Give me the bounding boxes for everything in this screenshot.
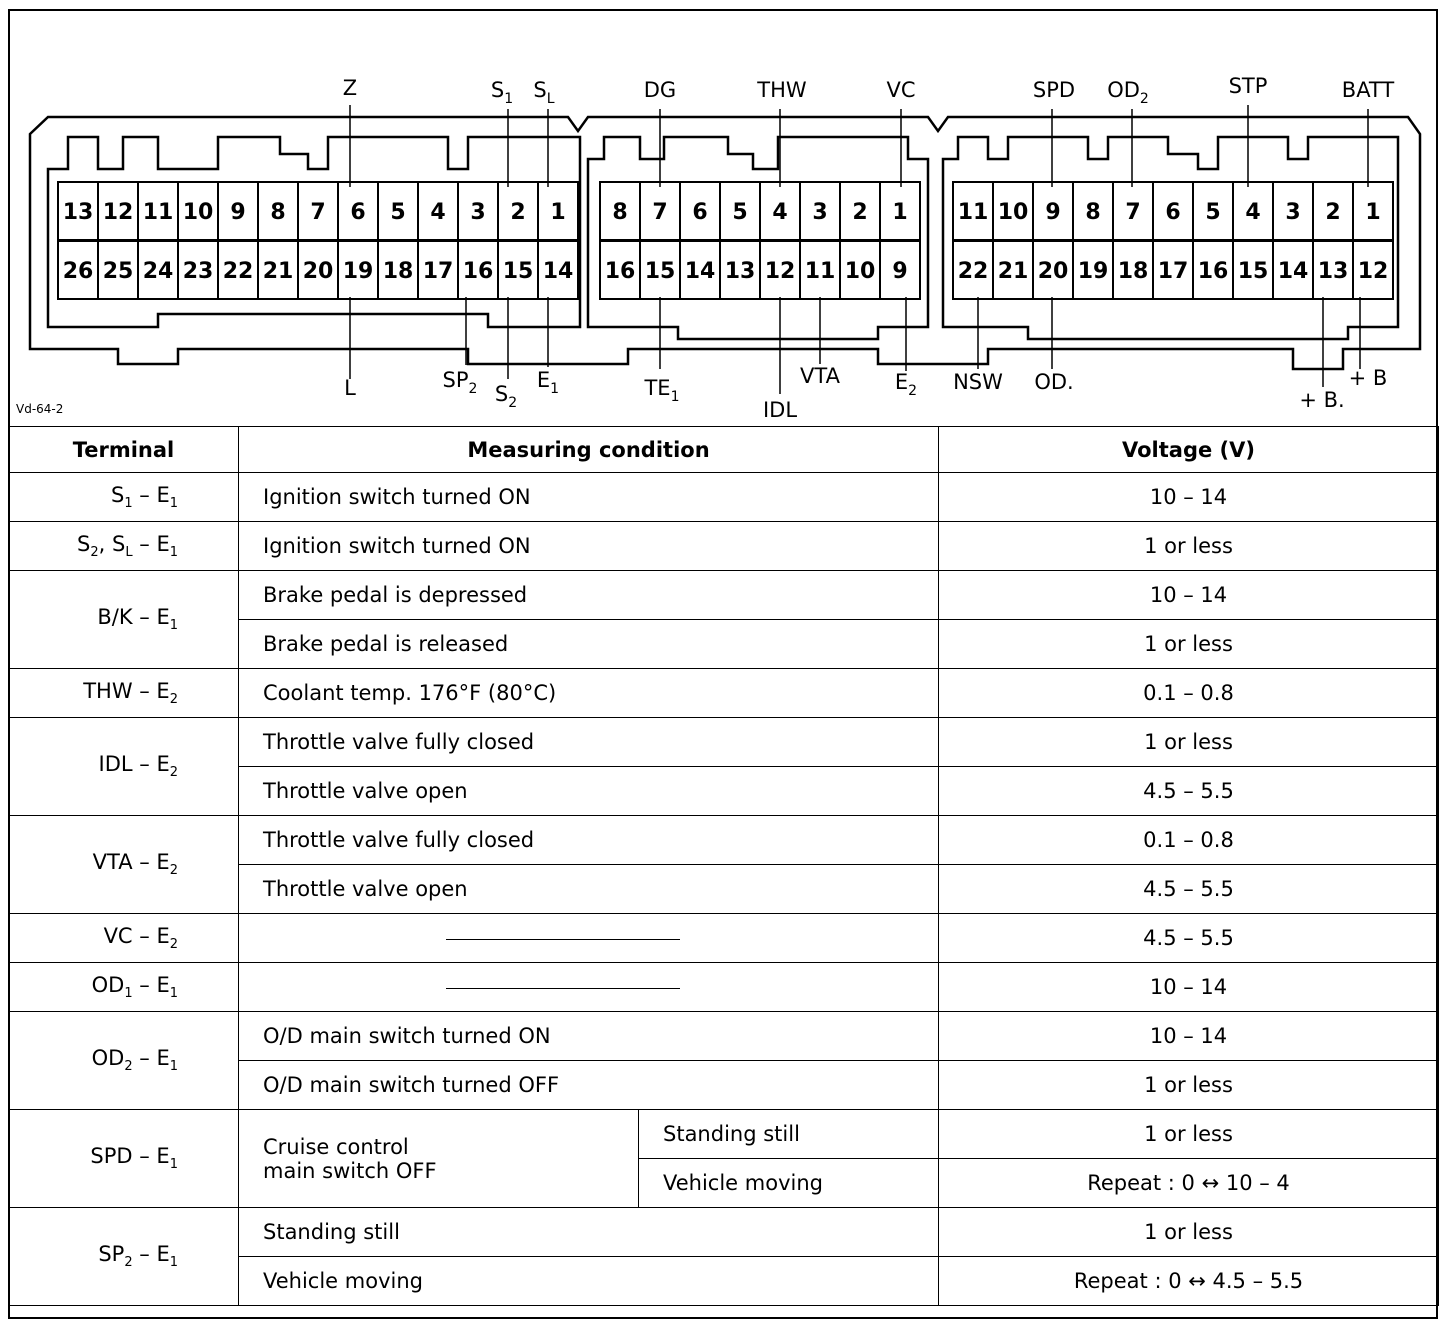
connector-pins bbox=[58, 182, 1393, 299]
connector-a-pin-number: 16 bbox=[462, 259, 494, 284]
table-row bbox=[9, 1012, 1439, 1061]
table-row bbox=[9, 669, 1439, 718]
connector-c-pin-number: 11 bbox=[957, 200, 989, 225]
connector-a-pin-number: 25 bbox=[102, 259, 134, 284]
voltage-cell: 10 – 14 bbox=[939, 1012, 1439, 1061]
connector-a-pin-number: 8 bbox=[270, 200, 286, 225]
voltage-cell: 1 or less bbox=[939, 718, 1439, 767]
condition-cell: Throttle valve fully closed bbox=[239, 718, 939, 767]
connector-c-pin-number: 2 bbox=[1325, 200, 1341, 225]
voltage-cell: 0.1 – 0.8 bbox=[939, 816, 1439, 865]
voltage-cell: 1 or less bbox=[939, 620, 1439, 669]
connector-b-pin-number: 5 bbox=[732, 200, 748, 225]
no-condition-dash bbox=[446, 939, 680, 940]
voltage-cell: 4.5 – 5.5 bbox=[939, 767, 1439, 816]
table-row bbox=[9, 963, 1439, 1012]
voltage-cell: 4.5 – 5.5 bbox=[939, 865, 1439, 914]
terminal-cell: $S_2$, $S_L - E_1$ bbox=[9, 522, 239, 571]
condition-cell: Throttle valve open bbox=[239, 767, 939, 816]
connector-a-pin-number: 5 bbox=[390, 200, 406, 225]
connector-a-pin-number: 19 bbox=[342, 259, 374, 284]
label-te1: $TE_1$ bbox=[644, 376, 680, 405]
connector-c-pin-number: 19 bbox=[1077, 259, 1109, 284]
connector-c-pin-number: 22 bbox=[957, 259, 989, 284]
connector-b-pin-number: 15 bbox=[644, 259, 676, 284]
connector-a-pin-number: 14 bbox=[542, 259, 574, 284]
connector-b-pin-number: 16 bbox=[604, 259, 636, 284]
voltage-cell: 1 or less bbox=[939, 1110, 1439, 1159]
terminal-cell: $B/K - E_1$ bbox=[9, 571, 239, 669]
label-z: Z bbox=[342, 76, 358, 100]
connector-a-pin-number: 2 bbox=[510, 200, 526, 225]
connector-c-pin-number: 8 bbox=[1085, 200, 1101, 225]
connector-c-pin-number: 20 bbox=[1037, 259, 1069, 284]
connector-c-pin-number: 12 bbox=[1357, 259, 1389, 284]
label-s2: $S_2$ bbox=[494, 382, 518, 411]
connector-b-pin-number: 12 bbox=[764, 259, 796, 284]
ecu-connector-diagram bbox=[8, 9, 1438, 424]
table-row bbox=[9, 914, 1439, 963]
connector-a-pin-number: 17 bbox=[422, 259, 454, 284]
voltage-cell: 1 or less bbox=[939, 1208, 1439, 1257]
connector-b-pin-number: 7 bbox=[652, 200, 668, 225]
label-od1: OD. bbox=[1034, 370, 1074, 394]
connector-b-pin-number: 8 bbox=[612, 200, 628, 225]
connector-c-pin-number: 18 bbox=[1117, 259, 1149, 284]
connector-a-pin-number: 3 bbox=[470, 200, 486, 225]
connector-c-pin-number: 10 bbox=[997, 200, 1029, 225]
label-nsw: NSW bbox=[953, 370, 1003, 394]
terminal-cell: $OD_1 - E_1$ bbox=[9, 963, 239, 1012]
label-dg: DG bbox=[643, 78, 677, 102]
connector-c-pin-number: 16 bbox=[1197, 259, 1229, 284]
condition-cell: Ignition switch turned ON bbox=[239, 473, 939, 522]
connector-b-pin-number: 10 bbox=[844, 259, 876, 284]
condition-cell bbox=[239, 1110, 639, 1208]
connector-a-pin-number: 13 bbox=[62, 200, 94, 225]
connector-c-pin-number: 17 bbox=[1157, 259, 1189, 284]
terminal-voltage-table bbox=[8, 426, 1439, 1306]
label-e2: $E_2$ bbox=[894, 370, 918, 399]
label-plus-b: + B bbox=[1348, 366, 1388, 390]
terminal-cell: VTA – $E_2$ bbox=[9, 816, 239, 914]
condition-cell bbox=[239, 963, 939, 1012]
connector-a-pin-number: 22 bbox=[222, 259, 254, 284]
label-sl: $S_L$ bbox=[533, 78, 555, 107]
connector-c-pin-number: 3 bbox=[1285, 200, 1301, 225]
condition-cell: O/D main switch turned ON bbox=[239, 1012, 939, 1061]
label-stp: STP bbox=[1228, 74, 1268, 98]
header-condition: Measuring condition bbox=[239, 427, 939, 473]
table-row bbox=[9, 1208, 1439, 1257]
table-row bbox=[9, 473, 1439, 522]
terminal-cell: $S_1 - E_1$ bbox=[9, 473, 239, 522]
connector-a-pin-number: 26 bbox=[62, 259, 94, 284]
terminal-cell: $OD_2 - E_1$ bbox=[9, 1012, 239, 1110]
connector-c-pin-number: 13 bbox=[1317, 259, 1349, 284]
no-condition-dash bbox=[446, 988, 680, 989]
condition-cell: Throttle valve open bbox=[239, 865, 939, 914]
connector-b-pin-number: 9 bbox=[892, 259, 908, 284]
label-s1: $S_1$ bbox=[490, 78, 514, 107]
connector-c-pin-number: 9 bbox=[1045, 200, 1061, 225]
connector-c-pin-number: 21 bbox=[997, 259, 1029, 284]
voltage-cell: 10 – 14 bbox=[939, 571, 1439, 620]
condition-cell: Vehicle moving bbox=[239, 1257, 939, 1306]
connector-a-pin-number: 15 bbox=[502, 259, 534, 284]
condition-cell: Throttle valve fully closed bbox=[239, 816, 939, 865]
connector-b-pin-number: 6 bbox=[692, 200, 708, 225]
connector-a-pin-number: 1 bbox=[550, 200, 566, 225]
label-vta: VTA bbox=[800, 364, 840, 388]
label-idl: IDL bbox=[762, 398, 798, 422]
connector-b-pin-number: 1 bbox=[892, 200, 908, 225]
connector-b-pin-number: 11 bbox=[804, 259, 836, 284]
label-vc: VC bbox=[886, 78, 916, 102]
table-row bbox=[9, 571, 1439, 620]
connector-a-pin-number: 23 bbox=[182, 259, 214, 284]
label-sp2: $SP_2$ bbox=[442, 368, 478, 397]
voltage-cell: Repeat : 0 ↔ 4.5 – 5.5 bbox=[939, 1257, 1439, 1306]
header-voltage: Voltage (V) bbox=[939, 427, 1439, 473]
table-row bbox=[9, 718, 1439, 767]
condition-line: Cruise control bbox=[263, 1134, 409, 1159]
connector-c-pin-number: 7 bbox=[1125, 200, 1141, 225]
condition-cell: Standing still bbox=[239, 1208, 939, 1257]
voltage-cell: 1 or less bbox=[939, 522, 1439, 571]
connector-a-pin-number: 9 bbox=[230, 200, 246, 225]
connector-b-pin-number: 14 bbox=[684, 259, 716, 284]
voltage-cell: 10 – 14 bbox=[939, 473, 1439, 522]
terminal-cell: IDL – $E_2$ bbox=[9, 718, 239, 816]
label-batt: BATT bbox=[1341, 78, 1395, 102]
connector-a-pin-number: 4 bbox=[430, 200, 446, 225]
connector-a-pin-number: 20 bbox=[302, 259, 334, 284]
connector-a-pin-number: 7 bbox=[310, 200, 326, 225]
condition-line: main switch OFF bbox=[263, 1158, 437, 1183]
condition-cell: Brake pedal is depressed bbox=[239, 571, 939, 620]
condition-cell bbox=[239, 914, 939, 963]
label-thw: THW bbox=[757, 78, 807, 102]
table-header-row bbox=[9, 427, 1439, 473]
voltage-cell: 10 – 14 bbox=[939, 963, 1439, 1012]
label-od2: $OD_2$ bbox=[1107, 78, 1149, 107]
connector-b-pin-number: 13 bbox=[724, 259, 756, 284]
condition-cell: Brake pedal is released bbox=[239, 620, 939, 669]
voltage-cell: 1 or less bbox=[939, 1061, 1439, 1110]
connector-a-pin-number: 11 bbox=[142, 200, 174, 225]
table-row bbox=[9, 522, 1439, 571]
header-terminal: Terminal bbox=[9, 427, 239, 473]
connector-c-pin-number: 4 bbox=[1245, 200, 1261, 225]
connector-c-pin-number: 1 bbox=[1365, 200, 1381, 225]
connector-c-pin-number: 6 bbox=[1165, 200, 1181, 225]
connector-a-pin-number: 10 bbox=[182, 200, 214, 225]
connector-b-pin-number: 4 bbox=[772, 200, 788, 225]
connector-b-pin-number: 3 bbox=[812, 200, 828, 225]
voltage-cell: 0.1 – 0.8 bbox=[939, 669, 1439, 718]
sub-condition-cell: Vehicle moving bbox=[639, 1159, 939, 1208]
connector-a-pin-number: 24 bbox=[142, 259, 174, 284]
table-row bbox=[9, 1110, 1439, 1159]
terminal-cell: THW – $E_2$ bbox=[9, 669, 239, 718]
connector-c-pin-number: 5 bbox=[1205, 200, 1221, 225]
connector-c-pin-number: 14 bbox=[1277, 259, 1309, 284]
sub-condition-cell: Standing still bbox=[639, 1110, 939, 1159]
label-l: L bbox=[344, 376, 356, 400]
connector-a-pin-number: 18 bbox=[382, 259, 414, 284]
terminal-cell: VC – $E_2$ bbox=[9, 914, 239, 963]
label-spd: SPD bbox=[1032, 78, 1076, 102]
voltage-cell: Repeat : 0 ↔ 10 – 4 bbox=[939, 1159, 1439, 1208]
terminal-cell: SPD – $E_1$ bbox=[9, 1110, 239, 1208]
condition-cell: Ignition switch turned ON bbox=[239, 522, 939, 571]
terminal-cell: $SP_2 - E_1$ bbox=[9, 1208, 239, 1306]
condition-cell: O/D main switch turned OFF bbox=[239, 1061, 939, 1110]
label-plus-b1: + B. bbox=[1299, 388, 1345, 412]
connector-a-pin-number: 12 bbox=[102, 200, 134, 225]
connector-b-pin-number: 2 bbox=[852, 200, 868, 225]
connector-a-pin-number: 21 bbox=[262, 259, 294, 284]
voltage-cell: 4.5 – 5.5 bbox=[939, 914, 1439, 963]
table-row bbox=[9, 816, 1439, 865]
label-e1: $E_1$ bbox=[536, 368, 560, 397]
figure-id: Vd-64-2 bbox=[16, 402, 64, 416]
connector-c-pin-number: 15 bbox=[1237, 259, 1269, 284]
connector-a-pin-number: 6 bbox=[350, 200, 366, 225]
condition-cell: Coolant temp. 176°F (80°C) bbox=[239, 669, 939, 718]
